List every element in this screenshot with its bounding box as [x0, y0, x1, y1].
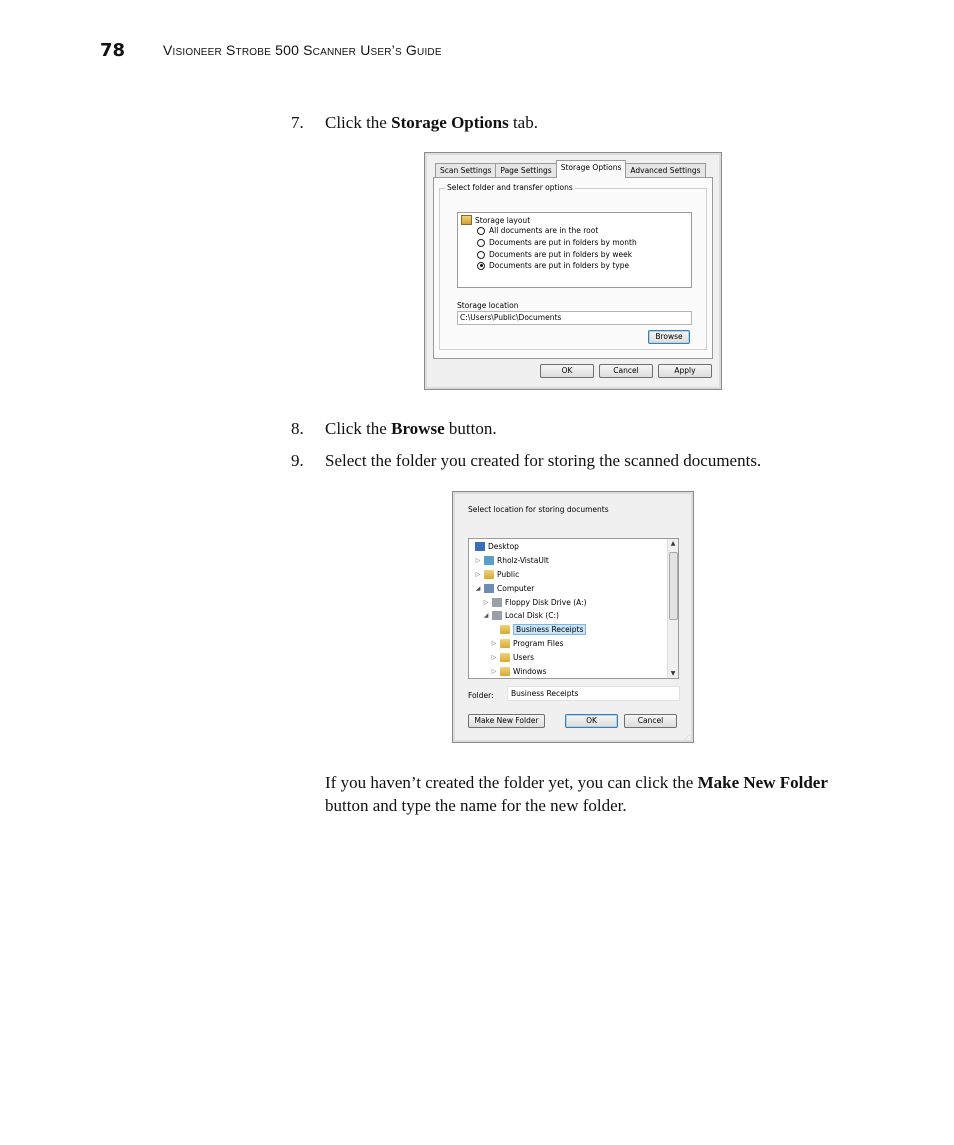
step-text: Click the: [325, 113, 392, 132]
expand-arrow-icon[interactable]: ▷: [475, 556, 481, 564]
tab-advanced-settings[interactable]: Advanced Settings: [625, 163, 705, 178]
storage-layout-title: [461, 215, 530, 225]
scroll-down-icon[interactable]: ▼: [670, 670, 676, 677]
step-number: 7.: [291, 113, 304, 132]
storage-location-field[interactable]: C:\Users\Public\Documents: [457, 311, 692, 325]
desktop-icon: [475, 542, 485, 551]
step-9: [291, 451, 761, 471]
radio-type[interactable]: [477, 261, 629, 270]
storage-location-label: Storage location: [457, 301, 519, 310]
para-bold: Make New Folder: [697, 773, 828, 792]
browse-folder-dialog: [452, 491, 694, 743]
tab-scan-settings[interactable]: Scan Settings: [435, 163, 496, 178]
tree-item-program-files[interactable]: [491, 637, 564, 649]
cancel-button[interactable]: Cancel: [624, 714, 677, 728]
radio-label: All documents are in the root: [489, 226, 599, 235]
tree-item-computer[interactable]: [475, 582, 534, 594]
radio-label: Documents are put in folders by type: [489, 261, 630, 270]
step-number: 9.: [291, 451, 304, 470]
make-new-folder-button[interactable]: Make New Folder: [468, 714, 545, 728]
tree-label-selected: Business Receipts: [513, 624, 586, 635]
tree-item-user[interactable]: [475, 554, 549, 566]
expand-arrow-icon[interactable]: ▷: [491, 639, 497, 647]
radio-circle: [477, 227, 485, 235]
expand-arrow-icon[interactable]: ▷: [491, 667, 497, 675]
expand-arrow-icon[interactable]: ▷: [475, 570, 481, 578]
tree-item-public[interactable]: [475, 568, 519, 580]
tree-label: Public: [497, 569, 520, 579]
tree-label: Program Files: [513, 638, 564, 648]
radio-month[interactable]: [477, 238, 637, 247]
tab-panel: [433, 177, 713, 359]
collapse-arrow-icon[interactable]: ◢: [483, 611, 489, 619]
user-icon: [484, 556, 494, 565]
running-header: Visioneer Strobe 500 Scanner User’s Guide: [163, 42, 442, 58]
browse-button[interactable]: Browse: [648, 330, 690, 344]
dialog-prompt: Select location for storing documents: [468, 505, 609, 514]
para-text: If you haven’t created the folder yet, you can click the: [325, 773, 698, 792]
storage-options-dialog: [424, 152, 722, 390]
radio-root[interactable]: [477, 226, 598, 235]
tree-item-windows[interactable]: [491, 665, 546, 677]
step-text: Click the: [325, 419, 392, 438]
folder-icon: [500, 667, 510, 676]
apply-button[interactable]: Apply: [658, 364, 712, 378]
vertical-scrollbar[interactable]: [667, 539, 678, 678]
step-number: 8.: [291, 419, 304, 438]
radio-week[interactable]: [477, 250, 632, 259]
tab-storage-options[interactable]: Storage Options: [556, 160, 627, 178]
expand-arrow-icon[interactable]: ▷: [483, 598, 489, 606]
radio-circle: [477, 239, 485, 247]
cancel-button[interactable]: Cancel: [599, 364, 653, 378]
ok-button[interactable]: OK: [565, 714, 618, 728]
storage-layout-box: [457, 212, 692, 288]
folder-icon: [484, 570, 494, 579]
page-number: 78: [100, 40, 126, 61]
step-8: [291, 419, 497, 439]
radio-circle: [477, 251, 485, 259]
tree-label: Computer: [497, 583, 535, 593]
step-bold: Storage Options: [391, 113, 509, 132]
folder-icon: [500, 639, 510, 648]
disk-icon: [492, 611, 502, 620]
tree-label: Local Disk (C:): [505, 610, 559, 620]
expand-arrow-icon[interactable]: ▷: [491, 653, 497, 661]
step-text: Select the folder you created for storing the scanned documents.: [325, 451, 762, 470]
folder-icon: [500, 653, 510, 662]
tree-item-users[interactable]: [491, 651, 534, 663]
para-text: button and type the name for the new folder.: [325, 796, 627, 815]
tree-label: Windows: [513, 666, 547, 676]
tree-item-business-receipts[interactable]: [491, 623, 586, 635]
folder-label: Folder:: [468, 691, 494, 700]
tree-label: Desktop: [488, 541, 519, 551]
computer-icon: [484, 584, 494, 593]
tree-item-desktop[interactable]: [475, 540, 519, 552]
folder-icon: [500, 625, 510, 634]
note-paragraph: [325, 771, 835, 817]
folder-name-field[interactable]: Business Receipts: [507, 686, 680, 701]
tree-label: Rholz-VistaUlt: [497, 555, 549, 565]
step-bold: Browse: [391, 419, 445, 438]
radio-label: Documents are put in folders by month: [489, 238, 637, 247]
group-label: Select folder and transfer options: [447, 183, 573, 192]
tab-strip: [435, 163, 705, 178]
tree-item-floppy[interactable]: [483, 596, 587, 608]
folder-tree-icon: [461, 215, 472, 225]
tree-item-local-disk[interactable]: [483, 609, 559, 621]
step-text: button.: [444, 419, 497, 438]
radio-label: Documents are put in folders by week: [489, 250, 633, 259]
transfer-options-group: [439, 183, 707, 350]
folder-tree[interactable]: [468, 538, 679, 679]
step-text: tab.: [508, 113, 538, 132]
storage-layout-label: Storage layout: [475, 215, 531, 225]
scroll-thumb[interactable]: [669, 552, 678, 620]
scroll-up-icon[interactable]: ▲: [670, 540, 676, 547]
tab-page-settings[interactable]: Page Settings: [495, 163, 556, 178]
radio-circle-selected: [477, 262, 485, 270]
collapse-arrow-icon[interactable]: ◢: [475, 584, 481, 592]
tree-label: Floppy Disk Drive (A:): [505, 597, 587, 607]
resize-grip-icon[interactable]: ⋰: [684, 734, 690, 741]
step-7: [291, 113, 538, 133]
ok-button[interactable]: OK: [540, 364, 594, 378]
floppy-icon: [492, 598, 502, 607]
tree-label: Users: [513, 652, 535, 662]
